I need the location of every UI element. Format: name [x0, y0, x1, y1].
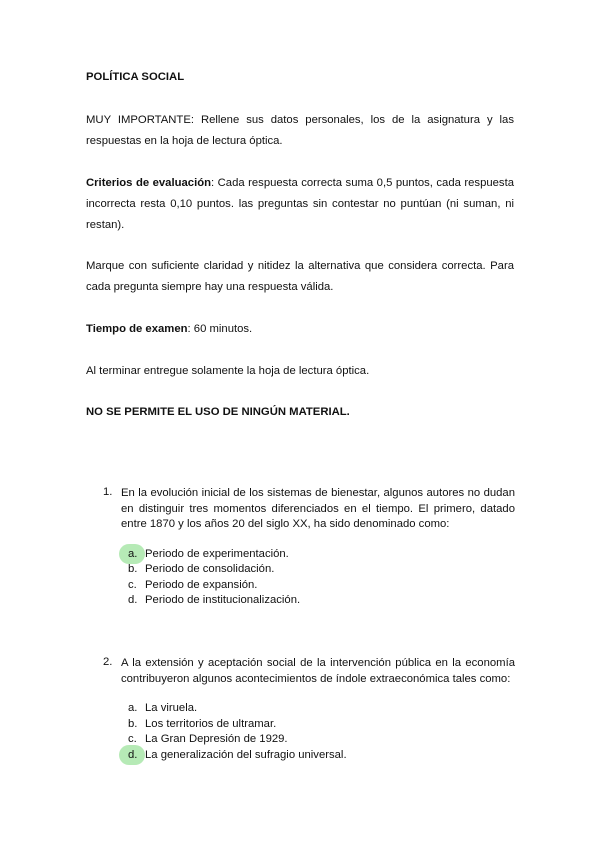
important-instruction [86, 110, 514, 152]
option-letter: d. [128, 594, 138, 606]
option-a[interactable] [103, 701, 515, 717]
time-label: Tiempo de examen [86, 323, 188, 335]
option-letter: b. [128, 563, 138, 575]
option-text: La Gran Depresión de 1929. [145, 733, 288, 745]
option-letter: c. [128, 578, 137, 591]
criteria-text: : Cada respuesta correcta suma 0,5 puntos, cada respuesta incorrecta resta 0,10 puntos. las preguntas sin contestar no puntúan (ni suman, ni restan). [86, 177, 514, 231]
deliver-instruction: Al terminar entregue solamente la hoja de lectura óptica. [86, 365, 370, 377]
option-b[interactable] [103, 717, 515, 733]
time-instruction [86, 319, 514, 340]
option-text: Periodo de experimentación. [145, 547, 289, 560]
answer-options [103, 547, 515, 609]
option-text: La generalización del sufragio universal. [145, 748, 347, 761]
option-b[interactable] [103, 562, 515, 578]
important-text: Rellene sus datos personales, los de la asignatura y las respuestas en la hoja de lectura óptica. [86, 114, 514, 147]
no-material-notice: NO SE PERMITE EL USO DE NINGÚN MATERIAL. [86, 406, 350, 418]
criteria-instruction [86, 173, 514, 236]
option-text: Periodo de institucionalización. [145, 594, 301, 606]
criteria-label: Criterios de evaluación [86, 177, 212, 189]
question-number: 1. [103, 486, 113, 498]
option-text: Los territorios de ultramar. [145, 717, 277, 730]
question-2 [103, 656, 515, 763]
option-text: Periodo de expansión. [145, 578, 258, 591]
option-letter: c. [128, 733, 137, 745]
question-text: En la evolución inicial de los sistemas de bienestar, algunos autores no dudan en distinguir tres momentos diferenciados en el tiempo. El primero, datado entre 1870 y los años 20 del siglo XX, ha sido denominado como: [121, 487, 515, 530]
option-letter: d. [128, 748, 138, 761]
option-d[interactable] [103, 593, 515, 609]
question-text: A la extensión y aceptación social de la intervención pública en la economía contribuyeron algunos acontecimientos de índole extraeconómica tales como: [121, 657, 515, 685]
option-text: Periodo de consolidación. [145, 563, 275, 575]
option-d[interactable] [103, 748, 515, 764]
answer-options [103, 701, 515, 763]
page-title: POLÍTICA SOCIAL [86, 71, 185, 83]
option-letter: b. [128, 717, 138, 730]
question-1 [103, 486, 515, 609]
option-text: La viruela. [145, 702, 198, 714]
option-a[interactable] [103, 547, 515, 563]
important-label: MUY IMPORTANTE: [86, 114, 194, 126]
option-letter: a. [128, 547, 138, 560]
option-c[interactable] [103, 578, 515, 594]
question-number: 2. [103, 656, 113, 668]
time-text: : 60 minutos. [187, 323, 253, 335]
mark-instruction: Marque con suficiente claridad y nitidez la alternativa que considera correcta. Para cada pregunta siempre hay una respuesta válida. [86, 260, 514, 293]
option-letter: a. [128, 702, 138, 714]
option-c[interactable] [103, 732, 515, 748]
